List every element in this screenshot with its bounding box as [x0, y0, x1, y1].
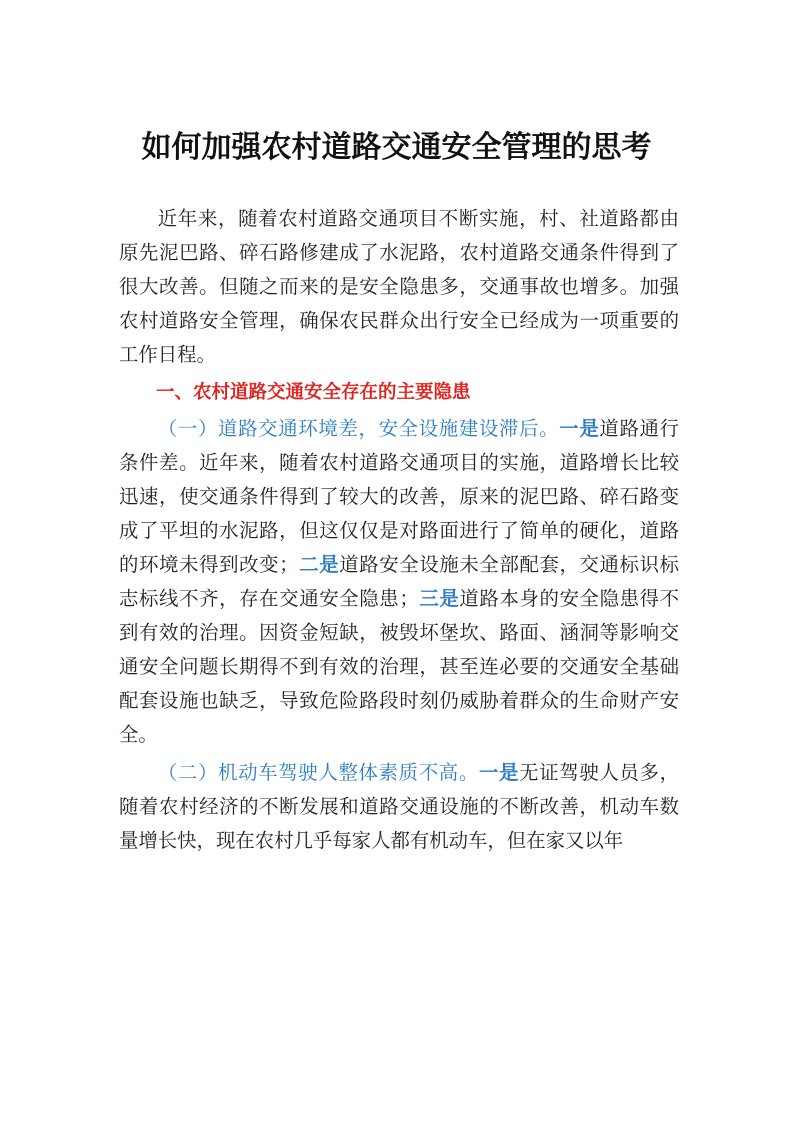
subsection-1-heading: （一）道路交通环境差，安全设施建设滞后。 — [157, 417, 560, 440]
subsection-2-paragraph — [119, 756, 679, 858]
subsection-1-text-1: 道路通行条件差。近年来，随着农村道路交通项目的实施，道路增长比较迅速，使交通条件得到了较大的改善，原来的泥巴路、碎石路变成了平坦的水泥路，但这仅仅是对路面进行了简单的硬化，道路的环境未得到改变； — [119, 417, 680, 576]
lead-third: 三是 — [418, 587, 460, 610]
subsection-2-text-1: 无证驾驶人员多，随着农村经济的不断发展和道路交通设施的不断改善，机动车数量增长快，现在农村几乎每家人都有机动车，但在家又以年 — [119, 761, 680, 852]
document-title: 如何加强农村道路交通安全管理的思考 — [141, 130, 652, 165]
subsection-1-text-2: 道路安全设施未全部配套，交通标识标志标线不齐，存在交通安全隐患； — [119, 553, 680, 610]
lead-second: 二是 — [298, 553, 340, 576]
intro-paragraph: 近年来，随着农村道路交通项目不断实施，村、社道路都由原先泥巴路、碎石路修建成了水泥路，农村道路交通条件得到了很大改善。但随之而来的是安全隐患多，交通事故也增多。加强农村道路安全管理，确保农民群众出行安全已经成为一项重要的工作日程。 — [119, 207, 679, 366]
subsection-1-paragraph — [119, 412, 679, 752]
subsection-1-text-3: 道路本身的安全隐患得不到有效的治理。因资金短缺，被毁坏堡坎、路面、涵洞等影响交通安全问题长期得不到有效的治理，甚至连必要的交通安全基础配套设施也缺乏，导致危险路段时刻仍威胁着群众的生命财产安全。 — [119, 587, 680, 746]
subsection-2-heading: （二）机动车驾驶人整体素质不高。 — [157, 761, 479, 784]
lead-first-2: 一是 — [478, 761, 520, 784]
section-heading-1: 一、农村道路交通安全存在的主要隐患 — [156, 382, 471, 403]
document-body — [119, 202, 679, 858]
lead-first: 一是 — [559, 417, 600, 440]
